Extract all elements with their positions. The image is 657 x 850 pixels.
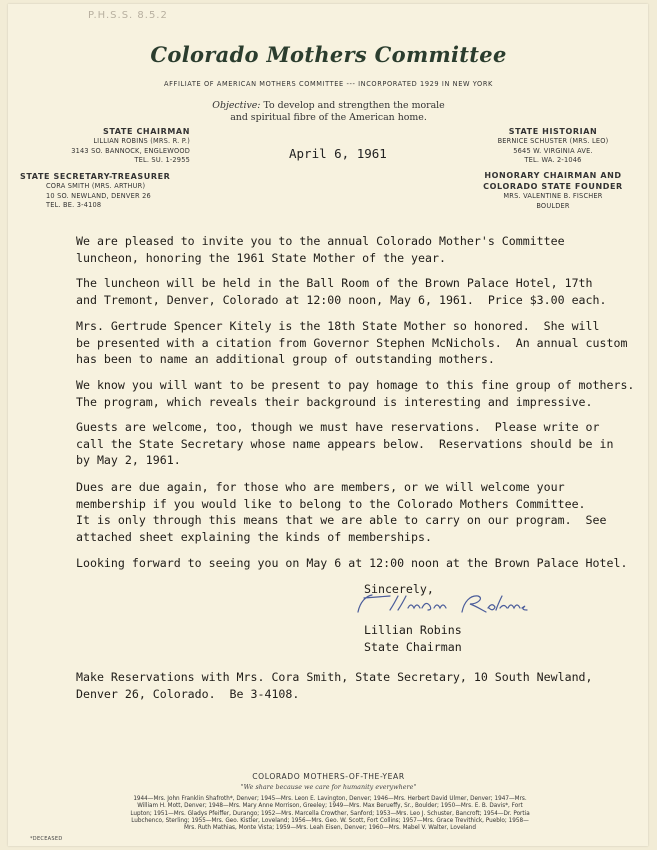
organization-title: Colorado Mothers Committee xyxy=(150,42,507,67)
handwritten-signature xyxy=(350,590,540,620)
state-secretary-address: 10 SO. NEWLAND, DENVER 26 xyxy=(46,191,151,200)
mothers-of-the-year-list xyxy=(30,796,630,832)
paragraph-closing-remark: Looking forward to seeing you on May 6 at 12:00 noon at the Brown Palace Hotel. xyxy=(76,556,628,570)
reservations-note: Make Reservations with Mrs. Cora Smith, State Secretary, 10 South Newland, Denver 26, Colorado. Be 3-4108. xyxy=(76,670,593,701)
honorary-chairman-name: MRS. VALENTINE B. FISCHER xyxy=(503,192,603,200)
state-chairman-name: LILLIAN ROBINS (MRS. R. P.) xyxy=(93,137,190,145)
state-historian-phone: TEL. WA. 2-1046 xyxy=(524,156,582,165)
letter-date: April 6, 1961 xyxy=(289,146,387,161)
objective-line-2: and spiritual fibre of the American home. xyxy=(230,112,427,123)
objective-label: Objective: xyxy=(212,100,261,111)
mothers-of-the-year-title: COLORADO MOTHERS-OF-THE-YEAR xyxy=(252,772,405,781)
honorary-chairman-role-1: HONORARY CHAIRMAN AND xyxy=(484,171,622,180)
signer-name: Lillian Robins xyxy=(364,623,462,637)
state-chairman-address: 3143 SO. BANNOCK, ENGLEWOOD xyxy=(71,146,190,155)
pencil-note: P.H.S.S. 8.5.2 xyxy=(88,10,168,21)
list-line: Lubchenco, Sterling; 1955—Mrs. Geo. Kistler, Loveland; 1956—Mrs. Geo. W. Scott, Fort Collins; 1957—Mrs. Grace Trevithick, Pueblo; 1958— xyxy=(131,817,529,824)
mothers-of-the-year-motto: "We share because we care for humanity everywhere" xyxy=(240,783,417,791)
state-chairman-role: STATE CHAIRMAN xyxy=(102,127,190,136)
state-historian-block xyxy=(478,126,628,166)
paragraph-invitation: We are pleased to invite you to the annual Colorado Mother's Committee luncheon, honoring the 1961 State Mother of the year. xyxy=(76,234,565,265)
honorary-chairman-role-2: COLORADO STATE FOUNDER xyxy=(483,182,623,191)
deceased-note: *DECEASED xyxy=(30,836,63,842)
paragraph-homage: We know you will want to be present to pay homage to this fine group of mothers. The program, which reveals their background is interesting and impressive. xyxy=(76,378,635,409)
list-line: Mrs. Ruth Mathias, Monte Vista; 1959—Mrs. Leah Eisen, Denver; 1960—Mrs. Mabel V. Walter, Loveland xyxy=(184,825,476,832)
state-historian-name: BERNICE SCHUSTER (MRS. LEO) xyxy=(497,137,609,145)
state-secretary-block xyxy=(20,171,220,211)
state-historian-address: 5645 W. VIRGINIA AVE. xyxy=(513,146,593,155)
list-line: Lupton; 1951—Mrs. Gladys Pfeiffer, Durango; 1952—Mrs. Marcella Crowther, Sanford; 1953—Mrs. Leo J. Schuster, Bancroft; 1954—Dr. Portia xyxy=(130,810,530,817)
paragraph-guests: Guests are welcome, too, though we must have reservations. Please write or call the State Secretary whose name appears below. Reservations should be in by May 2, 1961. xyxy=(76,420,614,467)
objective-statement xyxy=(0,100,657,124)
affiliate-line: AFFILIATE OF AMERICAN MOTHERS COMMITTEE --- INCORPORATED 1929 IN NEW YORK xyxy=(164,80,493,88)
list-line: William H. Mott, Denver; 1948—Mrs. Mary Anne Morrison, Greeley; 1949—Mrs. Max Berueffy, Sr., Boulder; 1950—Mrs. E. B. Davis*, Fort xyxy=(137,803,523,810)
signer-title: State Chairman xyxy=(364,640,462,654)
paragraph-venue: The luncheon will be held in the Ball Room of the Brown Palace Hotel, 17th and Tremont, Denver, Colorado at 12:00 noon, May 6, 1961. Price $3.00 each. xyxy=(76,276,607,307)
state-secretary-name: CORA SMITH (MRS. ARTHUR) xyxy=(46,182,146,190)
paragraph-honoree: Mrs. Gertrude Spencer Kitely is the 18th State Mother so honored. She will be presented with a citation from Governor Stephen McNichols. An annual custom has been to name an additional group of outstanding mothers. xyxy=(76,319,628,366)
state-historian-role: STATE HISTORIAN xyxy=(508,127,598,136)
state-chairman-phone: TEL. SU. 1-2955 xyxy=(134,156,190,165)
closing-salutation: Sincerely, xyxy=(364,582,434,596)
objective-line-1: To develop and strengthen the morale xyxy=(263,100,445,111)
honorary-chairman-city: BOULDER xyxy=(536,201,570,210)
list-line: 1944—Mrs. John Franklin Shafroth*, Denver; 1945—Mrs. Leon E. Lavington, Denver; 1946—Mrs. Herbert David Ulmer, Denver; 1947—Mrs. xyxy=(133,796,527,802)
state-secretary-role: STATE SECRETARY-TREASURER xyxy=(20,172,171,181)
state-secretary-phone: TEL. BE. 3-4108 xyxy=(46,201,102,210)
paragraph-dues: Dues are due again, for those who are members, or we will welcome your membership if you would like to belong to the Colorado Mothers Committee. It is only through this means that we are able to carry on our program. See attached sheet explaining the kinds of memberships. xyxy=(76,480,607,544)
state-chairman-block xyxy=(20,126,190,166)
honorary-chairman-block xyxy=(478,170,628,211)
